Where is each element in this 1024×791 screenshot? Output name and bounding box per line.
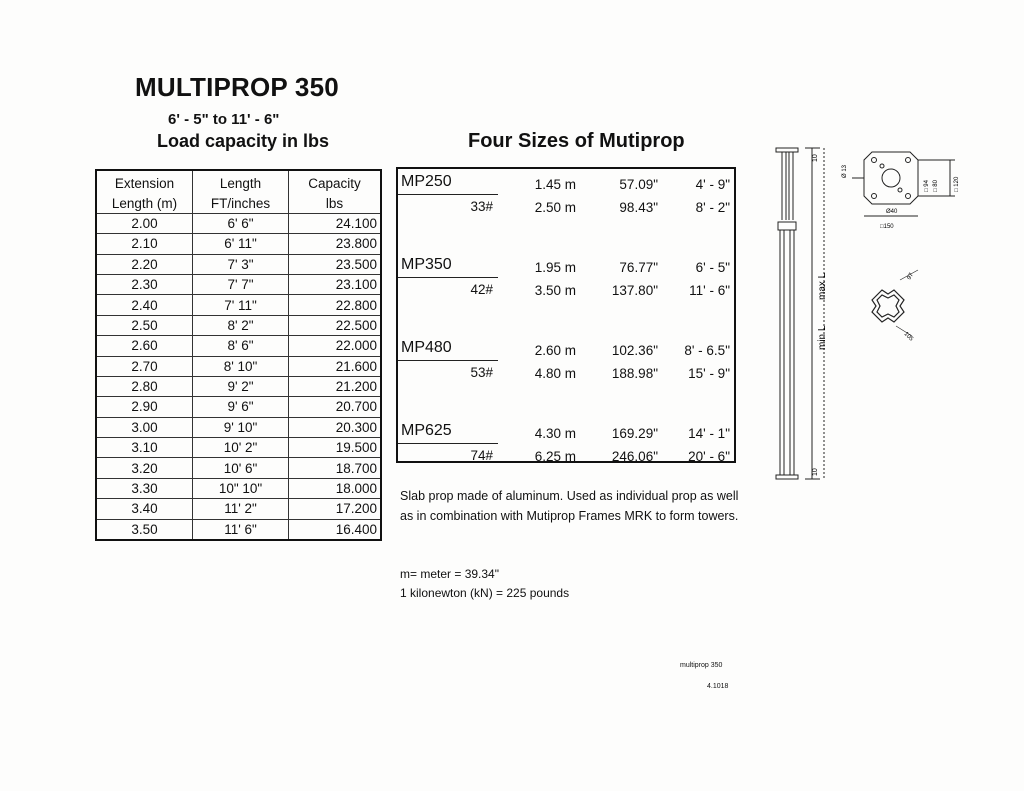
length-cell: 8' 6" (193, 336, 289, 356)
size-name: MP480 (401, 339, 452, 356)
min-value: 8' - 6.5" (684, 343, 730, 358)
table-row (96, 356, 381, 376)
divider (398, 194, 498, 195)
length-cell: 9' 10" (193, 417, 289, 437)
capacity-cell: 22.000 (289, 336, 381, 356)
col-header: Capacity (289, 170, 381, 193)
capacity-cell: 22.500 (289, 315, 381, 335)
capacity-cell: 17.200 (289, 499, 381, 519)
table-row (96, 295, 381, 315)
extension-cell: 3.00 (96, 417, 193, 437)
extension-cell: 2.20 (96, 254, 193, 274)
divider (398, 360, 498, 361)
section-dim-97: 97 (906, 272, 916, 281)
plate-dim-120: □ 120 (954, 176, 960, 192)
extension-cell: 2.40 (96, 295, 193, 315)
max-value: 98.43" (619, 200, 658, 215)
extension-cell: 2.00 (96, 213, 193, 233)
table-row (96, 213, 381, 233)
min-value: 102.36" (611, 343, 658, 358)
table-row (96, 397, 381, 417)
table-subtitle: Load capacity in lbs (157, 131, 330, 151)
header-row (96, 193, 381, 213)
page-title: MULTIPROP 350 (135, 72, 339, 102)
max-value: 20' - 6" (688, 449, 730, 464)
plate-size: □150 (880, 224, 894, 230)
divider (398, 277, 498, 278)
length-cell: 6' 6" (193, 213, 289, 233)
size-weight: 33# (470, 199, 493, 214)
plate-diameter: Ø40 (886, 209, 898, 215)
max-value: 11' - 6" (689, 283, 730, 298)
min-value: 4.30 m (534, 426, 576, 441)
capacity-cell: 16.400 (289, 519, 381, 540)
capacity-cell: 18.700 (289, 458, 381, 478)
min-value: 14' - 1" (688, 426, 730, 441)
length-cell: 7' 3" (193, 254, 289, 274)
extension-cell: 3.10 (96, 438, 193, 458)
extension-cell: 2.50 (96, 315, 193, 335)
meter-note: m= meter = 39.34" (400, 567, 499, 581)
max-value: 2.50 m (534, 200, 576, 215)
size-block (398, 256, 734, 300)
min-value: 76.77" (619, 260, 658, 275)
prop-technical-drawing (760, 140, 980, 500)
size-weight: 53# (470, 365, 493, 380)
divider (398, 443, 498, 444)
capacity-cell: 23.800 (289, 234, 381, 254)
table-row (96, 315, 381, 335)
table-row (96, 376, 381, 396)
max-value: 246.06" (611, 449, 658, 464)
extension-cell: 3.30 (96, 478, 193, 498)
table-row (96, 499, 381, 519)
capacity-cell: 21.200 (289, 376, 381, 396)
col-header: lbs (289, 193, 381, 213)
footer-doc-name: multiprop 350 (680, 662, 723, 669)
max-value: 15' - 9" (688, 366, 730, 381)
size-block (398, 339, 734, 383)
extension-cell: 3.20 (96, 458, 193, 478)
extension-cell: 2.80 (96, 376, 193, 396)
table-row (96, 254, 381, 274)
size-weight: 74# (470, 448, 493, 463)
dim-bottom: 10 (812, 468, 819, 476)
extension-cell: 2.10 (96, 234, 193, 254)
min-value: 57.09" (619, 177, 658, 192)
unit-notes (400, 565, 569, 603)
col-header: FT/inches (193, 193, 289, 213)
sizes-title: Four Sizes of Mutiprop (468, 130, 685, 152)
plate-dim-80: □ 80 (933, 180, 939, 192)
table-row (96, 274, 381, 294)
length-cell: 10' 2" (193, 438, 289, 458)
plate-dim-94: □ 94 (924, 180, 930, 192)
sizes-box (396, 167, 736, 463)
table-row (96, 336, 381, 356)
capacity-cell: 18.000 (289, 478, 381, 498)
size-block (398, 422, 734, 466)
max-value: 137.80" (611, 283, 658, 298)
max-value: 188.98" (611, 366, 658, 381)
extension-cell: 2.30 (96, 274, 193, 294)
length-cell: 7' 7" (193, 274, 289, 294)
size-block (398, 173, 734, 217)
length-cell: 10' 6" (193, 458, 289, 478)
min-value: 169.29" (611, 426, 658, 441)
length-cell: 9' 2" (193, 376, 289, 396)
dim-top: 10 (812, 154, 819, 162)
label-max-l: max L (817, 272, 828, 300)
label-min-l: min L (817, 325, 828, 350)
size-name: MP250 (401, 173, 452, 190)
min-value: 1.45 m (534, 177, 576, 192)
table-row (96, 438, 381, 458)
max-value: 8' - 2" (695, 200, 730, 215)
min-value: 6' - 5" (695, 260, 730, 275)
header-row (96, 170, 381, 193)
length-cell: 8' 2" (193, 315, 289, 335)
length-cell: 7' 11" (193, 295, 289, 315)
product-description: Slab prop made of aluminum. Used as individual prop as well as in combination with Mutiprop Frames MRK to form towers. (400, 489, 739, 523)
capacity-cell: 24.100 (289, 213, 381, 233)
max-value: 6.25 m (534, 449, 576, 464)
capacity-cell: 23.500 (289, 254, 381, 274)
capacity-cell: 20.700 (289, 397, 381, 417)
col-header: Extension (96, 170, 193, 193)
footer-doc-code: 4.1018 (707, 683, 729, 690)
capacity-cell: 20.300 (289, 417, 381, 437)
size-weight: 42# (470, 282, 493, 297)
base-plate-drawing (852, 152, 955, 216)
capacity-cell: 23.100 (289, 274, 381, 294)
length-cell: 9' 6" (193, 397, 289, 417)
col-header: Length (m) (96, 193, 193, 213)
extension-cell: 2.60 (96, 336, 193, 356)
size-name: MP350 (401, 256, 452, 273)
kilonewton-note: 1 kilonewton (kN) = 225 pounds (400, 586, 570, 600)
min-value: 4' - 9" (695, 177, 730, 192)
table-row (96, 417, 381, 437)
capacity-cell: 19.500 (289, 438, 381, 458)
top-plate (776, 148, 798, 152)
table-row (96, 519, 381, 540)
length-cell: 6' 11" (193, 234, 289, 254)
table-row (96, 234, 381, 254)
extension-cell: 2.70 (96, 356, 193, 376)
extension-cell: 3.40 (96, 499, 193, 519)
length-cell: 10" 10" (193, 478, 289, 498)
adjusting-nut (778, 222, 796, 230)
section-dim-105: 105 (902, 331, 914, 343)
plate-hole-dim: Ø 13 (842, 164, 848, 178)
length-cell: 8' 10" (193, 356, 289, 376)
length-cell: 11' 2" (193, 499, 289, 519)
max-value: 3.50 m (534, 283, 576, 298)
bottom-plate (776, 475, 798, 479)
max-value: 4.80 m (534, 366, 576, 381)
table-row (96, 478, 381, 498)
size-name: MP625 (401, 422, 452, 439)
table-row (96, 458, 381, 478)
capacity-cell: 22.800 (289, 295, 381, 315)
extension-cell: 2.90 (96, 397, 193, 417)
min-value: 2.60 m (534, 343, 576, 358)
capacity-cell: 21.600 (289, 356, 381, 376)
capacity-table (95, 169, 382, 541)
height-range: 6' - 5" to 11' - 6" (168, 111, 280, 128)
min-value: 1.95 m (534, 260, 576, 275)
col-header: Length (193, 170, 289, 193)
length-cell: 11' 6" (193, 519, 289, 540)
extension-cell: 3.50 (96, 519, 193, 540)
